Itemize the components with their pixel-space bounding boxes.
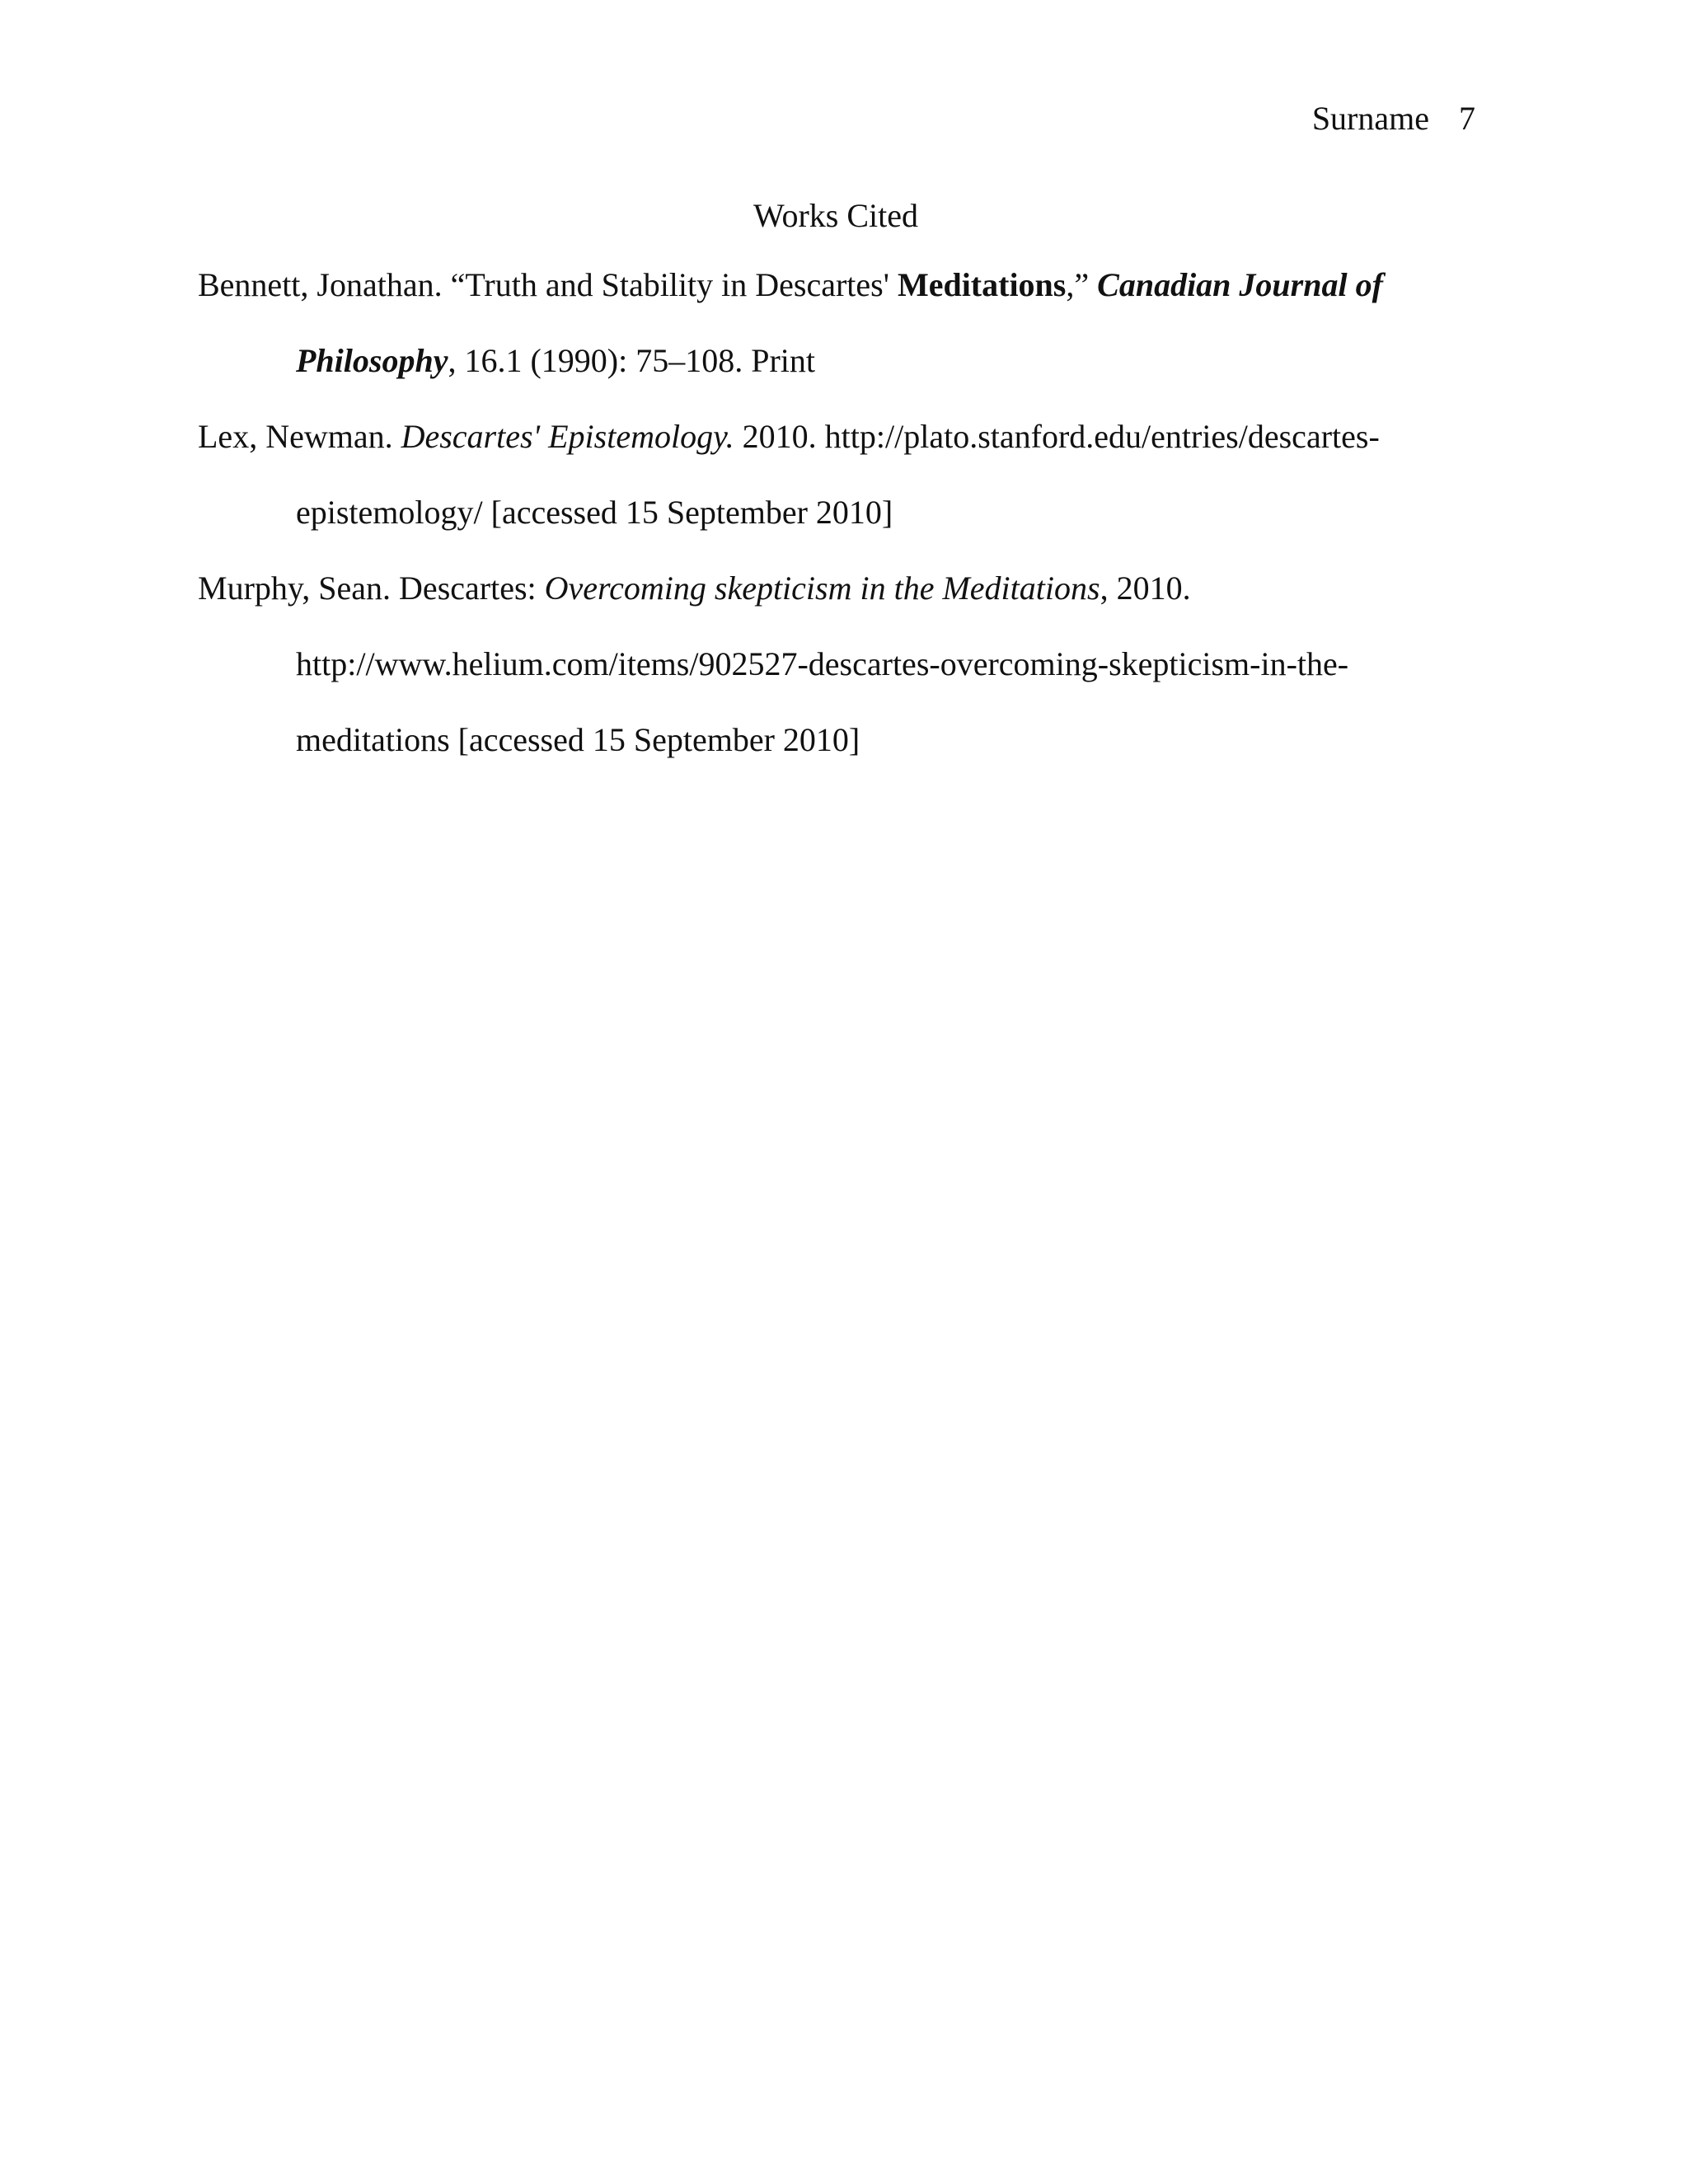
citation-article-title: “Truth and Stability in Descartes' [450, 266, 898, 303]
citation-year: , 2010. [1100, 569, 1191, 607]
citation-title-prefix: Descartes: [399, 569, 545, 607]
citation-url: http://www.helium.com/items/902527-descartes-overcoming-skepticism-in-the-meditations [296, 645, 1349, 758]
works-cited-list [198, 247, 1484, 778]
citation-punctuation: ,” [1066, 266, 1098, 303]
citation-details: 2010. http://plato.stanford.edu/entries/descartes-epistemology/ [accessed 15 September 2010] [296, 418, 1380, 531]
citation-title: Overcoming skepticism in the Meditations [544, 569, 1100, 607]
page-title: Works Cited [753, 197, 919, 234]
citation-accessed: [accessed 15 September 2010] [449, 721, 860, 758]
citation-murphy [198, 551, 1484, 778]
citation-author: Bennett, Jonathan. [198, 266, 451, 303]
header-surname: Surname [1311, 100, 1429, 137]
citation-title: Descartes' Epistemology. [401, 418, 734, 455]
citation-journal: Canadian Journal of Philosophy [296, 266, 1383, 379]
citation-lex [198, 399, 1484, 551]
citation-details: , 16.1 (1990): 75–108. Print [448, 342, 816, 379]
citation-bennett [198, 247, 1484, 399]
citation-author: Lex, Newman. [198, 418, 401, 455]
citation-author: Murphy, Sean. [198, 569, 400, 607]
running-head [1312, 97, 1475, 140]
header-page-number: 7 [1459, 100, 1475, 137]
citation-emphasis: Meditations [897, 266, 1067, 303]
